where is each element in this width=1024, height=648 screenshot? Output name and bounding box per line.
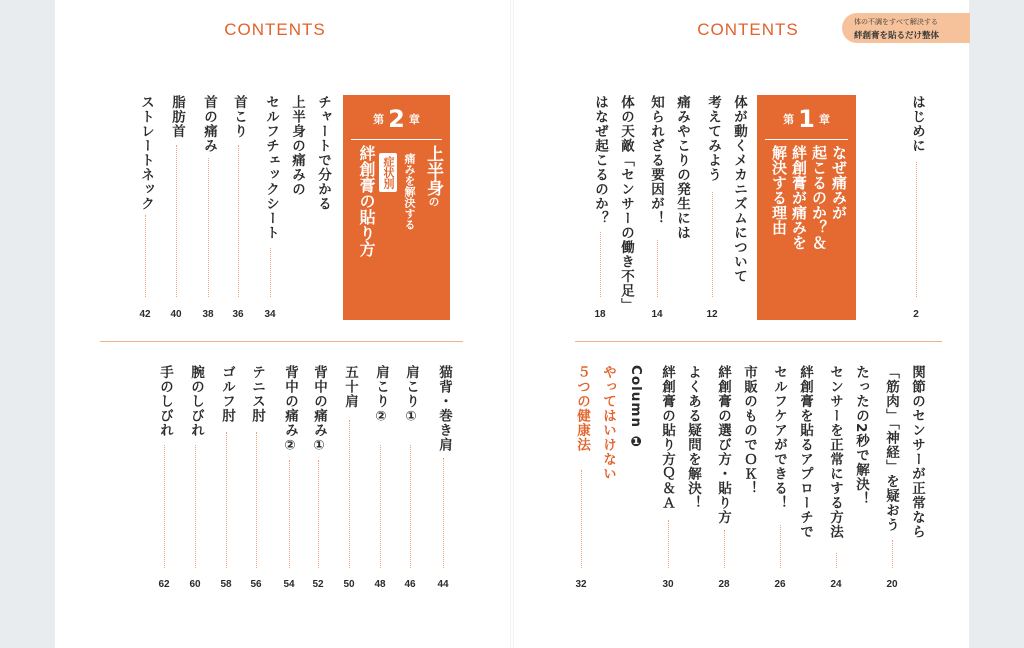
toc-leader xyxy=(668,520,670,568)
toc-column-label[interactable]: Column ❶ xyxy=(628,365,644,451)
toc-page-number: 54 xyxy=(283,579,295,590)
toc-leader xyxy=(208,158,210,297)
toc-leader xyxy=(145,215,147,297)
toc-leader xyxy=(256,432,258,568)
left-divider xyxy=(100,341,463,342)
toc-entry-title[interactable]: はじめに xyxy=(909,95,925,153)
toc-page-number: 28 xyxy=(718,579,730,590)
toc-leader xyxy=(410,445,412,568)
toc-entry-title[interactable]: 肩こり① xyxy=(403,365,419,426)
chapter-1-number: 第 1 章 xyxy=(783,105,830,133)
chapter-2-head: 上半身の xyxy=(423,145,443,207)
toc-entry-title[interactable]: 関節のセンサーが正常なら xyxy=(909,365,925,539)
toc-entry-title[interactable]: 腕のしびれ xyxy=(188,365,204,438)
chapter-1-line: 解決する理由 xyxy=(770,145,788,235)
toc-page-number: 2 xyxy=(913,309,919,320)
book-title: 絆創膏を貼るだけ整体 xyxy=(854,31,940,41)
toc-entry-title-line2: 考えてみよう xyxy=(705,95,721,182)
toc-entry-title[interactable]: 絆創膏を貼るアプローチで xyxy=(797,365,813,539)
toc-entry-title[interactable]: 手のしびれ xyxy=(157,365,173,438)
chapter-1-line: 起こるのか？＆ xyxy=(810,145,828,250)
toc-leader xyxy=(836,553,838,568)
book-subtitle: 体の不調をすべて解決する xyxy=(854,18,938,26)
toc-leader xyxy=(600,232,602,297)
chapter-1-line: 絆創膏が痛みを xyxy=(790,145,808,250)
toc-leader xyxy=(916,162,918,297)
toc-page-number: 62 xyxy=(158,579,170,590)
toc-entry-title[interactable]: ゴルフ肘 xyxy=(219,365,235,423)
right-divider xyxy=(575,341,942,342)
toc-leader xyxy=(289,460,291,568)
toc-entry-title[interactable]: 肩こり② xyxy=(373,365,389,426)
toc-page-number: 14 xyxy=(651,309,663,320)
toc-entry-title-line3: セルフチェックシート xyxy=(263,95,279,240)
toc-entry-title-line2: 知られざる要因が！ xyxy=(648,95,664,226)
toc-leader xyxy=(195,445,197,568)
toc-leader xyxy=(581,470,583,568)
toc-entry-title-line2: 上半身の痛みの xyxy=(289,95,305,197)
toc-page-number: 20 xyxy=(886,579,898,590)
toc-leader xyxy=(238,145,240,297)
toc-entry-title-line3: ５つの健康法 xyxy=(574,365,590,452)
toc-entry-title[interactable]: 背中の痛み② xyxy=(282,365,298,455)
toc-leader xyxy=(724,530,726,568)
toc-leader xyxy=(164,445,166,568)
toc-page-number: 32 xyxy=(575,579,587,590)
toc-page-number: 12 xyxy=(706,309,718,320)
chapter-2-tag: 症状別 xyxy=(379,153,397,192)
left-contents-title: CONTENTS xyxy=(224,20,326,39)
toc-page-number: 48 xyxy=(374,579,386,590)
toc-leader xyxy=(780,525,782,568)
toc-page-number: 36 xyxy=(232,309,244,320)
chapter-2-number: 第 2 章 xyxy=(373,105,420,133)
toc-entry-title[interactable]: ストレートネック xyxy=(138,95,154,211)
toc-entry-title[interactable]: 脂肪首 xyxy=(169,95,185,139)
toc-page-number: 50 xyxy=(343,579,355,590)
toc-entry-title[interactable]: 猫背・巻き肩 xyxy=(436,365,452,452)
toc-page-number: 26 xyxy=(774,579,786,590)
toc-page-number: 34 xyxy=(264,309,276,320)
toc-entry-title-line2: 絆創膏の貼り方Ｑ＆Ａ xyxy=(659,365,675,510)
toc-page-number: 44 xyxy=(437,579,449,590)
toc-entry-title[interactable]: 体が動くメカニズムについて xyxy=(731,95,747,284)
toc-entry-title[interactable]: 体の天敵「センサーの働き不足」 xyxy=(618,95,634,313)
toc-entry-title-line2: 絆創膏の選び方・貼り方 xyxy=(715,365,731,525)
toc-entry-title[interactable]: 背中の痛み① xyxy=(311,365,327,455)
chapter-2-line: 絆創膏の貼り方 xyxy=(357,145,376,257)
book-title-badge xyxy=(842,13,970,43)
toc-page-number: 40 xyxy=(170,309,182,320)
chapter-2-box xyxy=(343,95,450,320)
toc-entry-title[interactable]: 五十肩 xyxy=(342,365,358,409)
toc-entry-title-line2: センサーを正常にする方法 xyxy=(827,365,843,539)
toc-leader xyxy=(226,432,228,568)
toc-page-number: 38 xyxy=(202,309,214,320)
toc-page-number: 30 xyxy=(662,579,674,590)
toc-entry-title-line2: はなぜ起こるのか？ xyxy=(592,95,608,226)
toc-leader xyxy=(349,420,351,568)
toc-page-number: 60 xyxy=(189,579,201,590)
toc-entry-title[interactable]: チャートで分かる xyxy=(315,95,331,211)
toc-entry-title[interactable]: 痛みやこりの発生には xyxy=(674,95,690,240)
toc-entry-title-line2: やってはいけない xyxy=(600,365,616,481)
chapter-1-line: なぜ痛みが xyxy=(830,145,848,220)
toc-leader xyxy=(657,240,659,297)
book-gutter xyxy=(510,0,514,648)
chapter-1-box xyxy=(757,95,856,320)
toc-page-number: 42 xyxy=(139,309,151,320)
toc-entry-title[interactable]: 首こり xyxy=(231,95,247,139)
toc-page-number: 24 xyxy=(830,579,842,590)
toc-entry-title[interactable]: よくある疑問を解決！ xyxy=(685,365,701,510)
toc-entry-title-line2: セルフケアができる！ xyxy=(771,365,787,510)
toc-page-number: 18 xyxy=(594,309,606,320)
toc-page-number: 46 xyxy=(404,579,416,590)
toc-entry-title-line2: 「筋肉」「神経」を疑おう xyxy=(883,365,899,533)
toc-leader xyxy=(270,248,272,297)
toc-leader xyxy=(892,540,894,568)
toc-entry-title[interactable]: テニス肘 xyxy=(249,365,265,423)
toc-leader xyxy=(318,460,320,568)
toc-leader xyxy=(712,192,714,297)
right-contents-title: CONTENTS xyxy=(697,20,799,39)
toc-entry-title[interactable]: たったの2秒で解決！ xyxy=(853,365,869,506)
toc-leader xyxy=(380,445,382,568)
toc-entry-title[interactable]: 市販のものでＯＫ！ xyxy=(741,365,757,496)
toc-leader xyxy=(176,145,178,297)
toc-page-number: 58 xyxy=(220,579,232,590)
toc-leader xyxy=(443,458,445,568)
toc-page-number: 52 xyxy=(312,579,324,590)
toc-page-number: 56 xyxy=(250,579,262,590)
toc-entry-title[interactable]: 首の痛み xyxy=(201,95,217,153)
chapter-2-sub: 痛みを解決する xyxy=(403,153,416,230)
